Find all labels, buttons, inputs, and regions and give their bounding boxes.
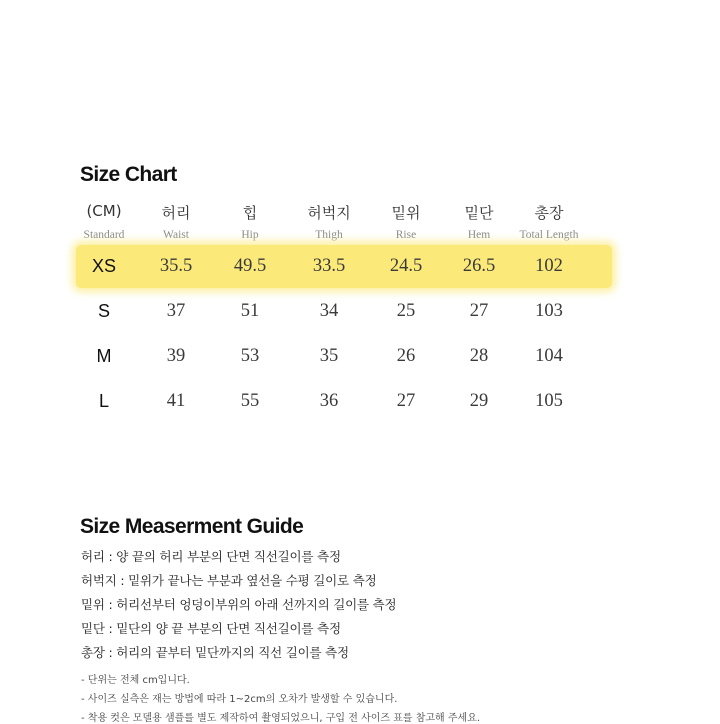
column-header-en: Hip <box>241 229 259 241</box>
size-label: L <box>98 391 109 411</box>
table-cell: 29 <box>469 391 489 411</box>
table-cell: 27 <box>396 391 416 411</box>
table-cell: 102 <box>535 256 563 276</box>
table-cell: 26.5 <box>462 256 496 276</box>
table-cell: 26 <box>396 346 416 366</box>
size-label: S <box>97 301 110 321</box>
column-header-en: Waist <box>163 229 189 241</box>
table-cell: 103 <box>535 301 563 321</box>
table-cell: 51 <box>240 301 260 321</box>
column-header-ko: 허벅지 <box>307 204 351 222</box>
table-cell: 25 <box>396 301 416 321</box>
note-line: - 단위는 전체 cm입니다. <box>81 675 190 686</box>
note-line: - 착용 컷은 모델용 샘플를 별도 제작하여 촬영되었으니, 구입 전 사이즈 표를 참고해 주세요. <box>81 713 481 724</box>
column-header-ko: (CM) <box>86 202 122 220</box>
column-header-ko: 힙 <box>242 204 258 222</box>
column-header-en: Thigh <box>315 229 343 241</box>
note-line: - 사이즈 실측은 재는 방법에 따라 1~2cm의 오차가 발생할 수 있습니다. <box>81 694 398 705</box>
guide-line: 총장 : 허리의 끝부터 밑단까지의 직선 길이를 측정 <box>81 645 349 660</box>
column-header-ko: 밑위 <box>391 204 421 222</box>
table-cell: 28 <box>469 346 489 366</box>
column-header-en: Total Length <box>519 229 579 241</box>
table-cell: 33.5 <box>312 256 346 276</box>
guide-title: Size Measerment Guide <box>80 515 304 538</box>
table-cell: 49.5 <box>233 256 267 276</box>
table-cell: 27 <box>469 301 489 321</box>
column-header-en: Rise <box>395 229 417 241</box>
table-cell: 104 <box>535 346 563 366</box>
table-cell: 35 <box>319 346 339 366</box>
table-cell: 36 <box>319 391 339 411</box>
table-cell: 55 <box>240 391 260 411</box>
table-cell: 34 <box>319 301 339 321</box>
column-header-en: Hem <box>467 229 491 241</box>
column-header-ko: 밑단 <box>464 204 494 222</box>
table-cell: 39 <box>166 346 186 366</box>
table-cell: 105 <box>535 391 563 411</box>
size-label: XS <box>91 256 116 276</box>
table-cell: 53 <box>240 346 260 366</box>
guide-line: 밑단 : 밑단의 양 끝 부분의 단면 직선길이를 측정 <box>81 621 341 636</box>
column-header-en: Standard <box>83 229 125 241</box>
guide-line: 허리 : 양 끝의 허리 부분의 단면 직선길이를 측정 <box>81 549 341 564</box>
table-cell: 35.5 <box>159 256 193 276</box>
column-header-ko: 허리 <box>161 204 191 222</box>
size-label: M <box>96 346 112 366</box>
guide-line: 밑위 : 허리선부터 엉덩이부위의 아래 선까지의 길이를 측정 <box>81 597 397 612</box>
table-cell: 37 <box>166 301 186 321</box>
table-cell: 41 <box>166 391 186 411</box>
size-chart-title: Size Chart <box>80 163 177 186</box>
table-cell: 24.5 <box>389 256 423 276</box>
column-header-ko: 총장 <box>534 204 564 222</box>
guide-line: 허벅지 : 밑위가 끝나는 부분과 옆선을 수평 길이로 측정 <box>81 573 377 588</box>
